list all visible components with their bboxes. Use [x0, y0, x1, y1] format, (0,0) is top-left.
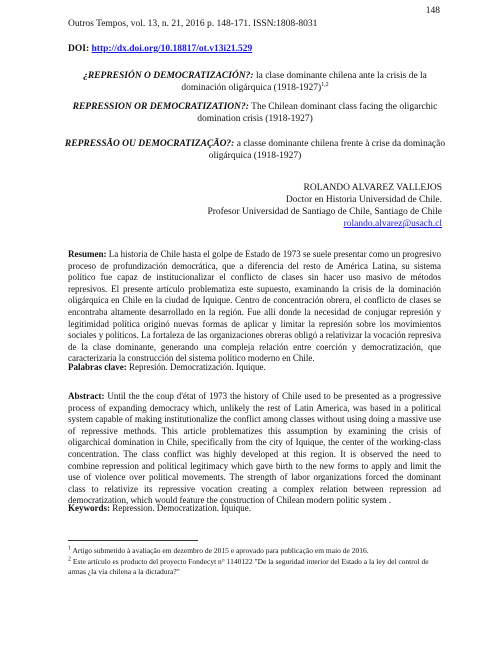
title-english-main: REPRESSION OR DEMOCRATIZATION?: — [72, 102, 249, 112]
footnote-1 — [68, 546, 441, 556]
title-english — [60, 101, 450, 125]
footnote-1-mark: 1 — [68, 545, 71, 552]
keywords-line — [68, 503, 441, 515]
footnote-1-text: Artigo submetido à avaliação em dezembro de 2015 e aprovado para publicação em maio de 2016. — [71, 546, 369, 555]
doi-link[interactable]: http://dx.doi.org/10.18817/ot.v13i21.529 — [91, 44, 253, 54]
title-footnote-marks[interactable]: 1,2 — [321, 81, 329, 88]
doi-line — [68, 44, 252, 54]
title-spanish-subtitle: la clase dominante chilena ante la crisis de la dominación oligárquica (1918-1927) — [181, 71, 427, 93]
resumen-label: Resumen: — [68, 249, 107, 259]
author-email-link[interactable]: rolando.alvarez@usach.cl — [343, 219, 442, 229]
title-english-subtitle: The Chilean dominant class facing the oligarchic domination crisis (1918-1927) — [197, 102, 438, 124]
keywords-label: Keywords: — [68, 503, 110, 513]
footnote-2-mark: 2 — [68, 556, 71, 563]
author-affiliation: Profesor Universidad de Santiago de Chile, Santiago de Chile — [207, 207, 442, 217]
footnote-2-text: Este artículo es producto del proyecto Fondecyt n° 1140122 "De la seguridad interior del Estado a la ley del control de armas ¿la vía chilena a la dictadura?" — [68, 557, 429, 576]
keywords-text: Repression. Democratization. Iquique. — [110, 503, 251, 513]
running-header: Outros Tempos, vol. 13, n. 21, 2016 p. 148-171. ISSN:1808-8031 — [68, 19, 318, 29]
title-portuguese-main: REPRESSÃO OU DEMOCRATIZAÇÃO?: — [64, 139, 235, 149]
title-spanish — [60, 70, 450, 94]
author-degree: Doctor en Historia Universidad de Chile. — [285, 195, 442, 205]
resumen-paragraph — [68, 249, 441, 365]
palabras-clave — [68, 362, 441, 374]
abstract-text: Until the the coup d'état of 1973 the history of Chile used to be presented as a progressive process of expanding democracy which, unlikely the rest of Latin America, was based in a political system capable of making institutionalize the conflict among classes without using doing a massive use of repressive methods. This article problematizes this assumption by examining the crisis of oligarchical domination in Chile, specifically from the city of Iquique, the center of the working-class concentration. The class conflict was highly developed at this region. It is observed the need to combine repression and political legitimacy which gave birth to the new forms to apply and limit the use of violence over political movements. The strength of labor organizations forced the dominant class to relativize its repressive vocation creating a complex relation between repression ad democratization, which would feature the construction of Chilean modern politic system . — [68, 391, 441, 506]
title-portuguese — [60, 138, 450, 162]
page-number: 148 — [425, 6, 440, 16]
footnote-divider — [68, 540, 198, 541]
palabras-text: Represión. Democratización. Iquique. — [126, 362, 266, 372]
author-name: ROLANDO ALVAREZ VALLEJOS — [303, 183, 442, 193]
title-portuguese-subtitle: a classe dominante chilena frente à crise da dominação oligárquica (1918-1927) — [208, 139, 446, 161]
abstract-paragraph — [68, 391, 441, 507]
footnote-2 — [68, 557, 441, 576]
abstract-label: Abstract: — [68, 391, 105, 401]
resumen-text: La historia de Chile hasta el golpe de Estado de 1973 se suele presentar como un progresivo proceso de profundización democrática, que a diferencia del resto de América Latina, su sistema político fue capaz de institucionalizar el conflicto de clases sin hacer uso masivo de métodos represivos. El presente artículo problematiza este supuesto, examinando la crisis de la dominación oligárquica en Chile en la ciudad de Iquique. Centro de concentración obrera, el conflicto de clases se encontraba altamente desarrollado en la región. Fue allí donde la necesidad de conjugar represión y legitimidad política originó nuevas formas de aplicar y limitar la represión sobre los movimientos sociales y políticos. La fortaleza de las organizaciones obreras obligó a relativizar la vocación represiva de la clase dominante, generando una compleja relación entre coerción y democratización, que caracterizaría la construcción del sistema político moderno en Chile. — [68, 249, 441, 364]
doi-label: DOI: — [68, 44, 92, 54]
author-block — [207, 182, 442, 230]
title-spanish-main: ¿REPRESIÓN O DEMOCRATIZACIÓN?: — [83, 71, 254, 81]
palabras-label: Palabras clave: — [68, 362, 127, 372]
